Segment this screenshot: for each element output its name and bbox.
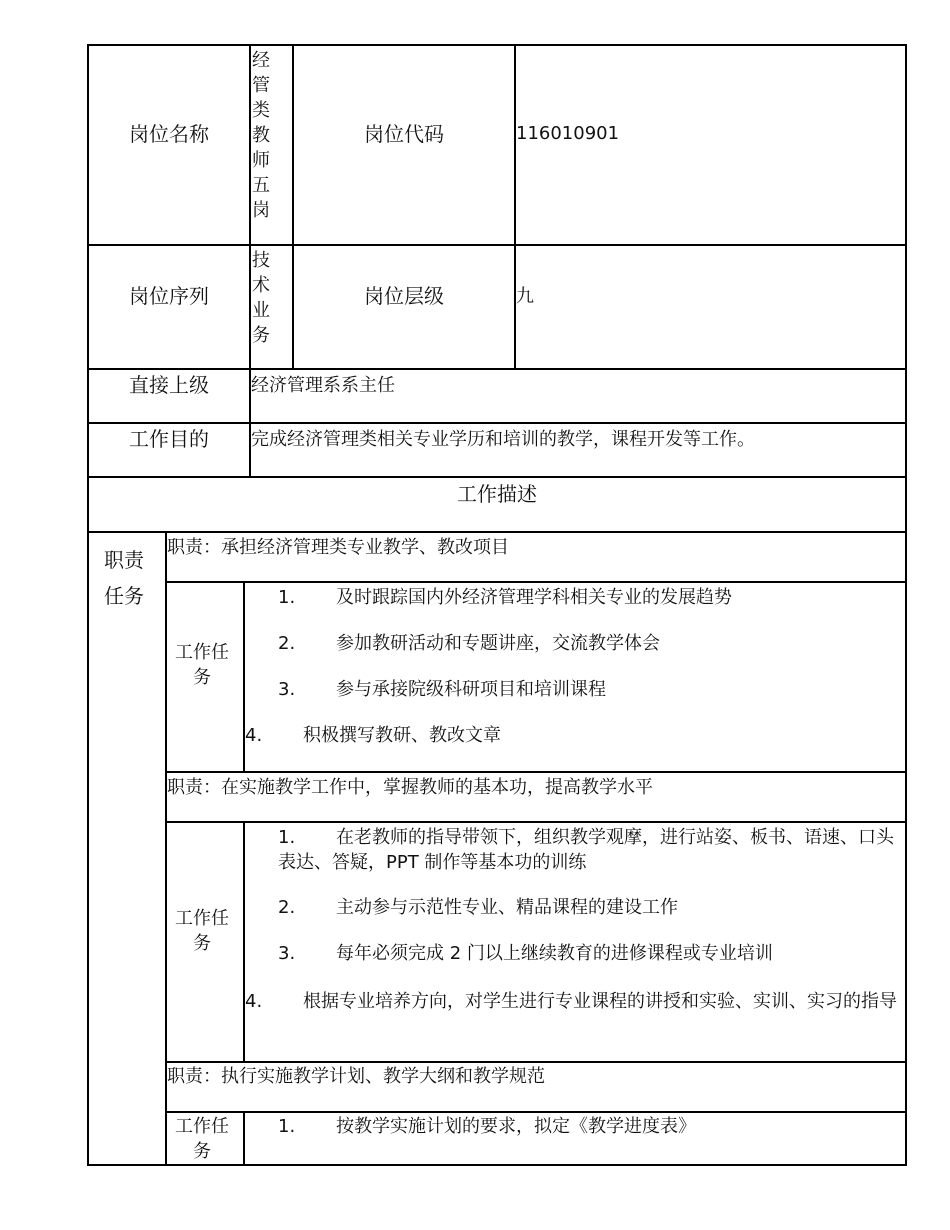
task-item: 2. 主动参与示范性专业、精品课程的建设工作: [278, 897, 678, 918]
rule: [166, 821, 907, 823]
task-item: 4. 积极撰写教研、教改文章: [245, 725, 501, 746]
post-sequence-value: 技术业务: [252, 250, 270, 346]
description-title: 工作描述: [457, 482, 537, 506]
rule: [166, 581, 907, 583]
rule: [88, 476, 907, 478]
post-name-value: 经管类教师五岗: [252, 50, 270, 221]
post-code-value: 116010901: [516, 123, 620, 144]
rule-left: [87, 44, 89, 1166]
supervisor-value: 经济管理系系主任: [251, 375, 395, 396]
rule-top: [88, 44, 907, 46]
task-item: 1. 按教学实施计划的要求，拟定《教学进度表》: [278, 1116, 696, 1137]
rule: [88, 422, 907, 424]
post-name-label: 岗位名称: [129, 122, 209, 146]
post-code-label: 岗位代码: [364, 122, 444, 146]
supervisor-label: 直接上级: [129, 373, 209, 397]
task-label: 工作任务: [175, 1116, 229, 1162]
rule: [514, 44, 516, 370]
duty-label: 职责任务: [104, 548, 144, 608]
post-sequence-label: 岗位序列: [129, 284, 209, 308]
rule-right: [905, 44, 907, 1166]
rule: [166, 771, 907, 773]
rule: [243, 1111, 245, 1166]
task-item: 2. 参加教研活动和专题讲座，交流教学体会: [278, 633, 660, 654]
task-label: 工作任务: [175, 908, 229, 954]
rule: [88, 531, 907, 533]
post-level-value: 九: [516, 286, 534, 307]
task-item: 1. 及时跟踪国内外经济管理学科相关专业的发展趋势: [278, 587, 732, 608]
duty-title: 职责：执行实施教学计划、教学大纲和教学规范: [167, 1066, 545, 1087]
rule: [292, 44, 294, 370]
duty-title: 职责：承担经济管理类专业教学、教改项目: [167, 537, 509, 558]
post-level-label: 岗位层级: [364, 284, 444, 308]
rule: [243, 821, 245, 1063]
purpose-label: 工作目的: [129, 427, 209, 451]
task-label: 工作任务: [175, 642, 229, 688]
rule: [88, 368, 907, 370]
task-item: 3. 每年必须完成 2 门以上继续教育的进修课程或专业培训: [278, 943, 773, 964]
task-item: 4. 根据专业培养方向，对学生进行专业课程的讲授和实验、实训、实习的指导: [245, 991, 897, 1012]
duty-title: 职责：在实施教学工作中，掌握教师的基本功，提高教学水平: [167, 777, 653, 798]
rule: [166, 1111, 907, 1113]
rule-bottom: [88, 1164, 907, 1166]
task-item: 3. 参与承接院级科研项目和培训课程: [278, 679, 606, 700]
purpose-value: 完成经济管理类相关专业学历和培训的教学，课程开发等工作。: [251, 429, 755, 450]
rule: [166, 1061, 907, 1063]
rule: [88, 244, 907, 246]
task-item: 1. 在老教师的指导带领下，组织教学观摩，进行站姿、板书、语速、口头表达、答疑，PPT 制作等基本功的训练: [278, 827, 894, 873]
